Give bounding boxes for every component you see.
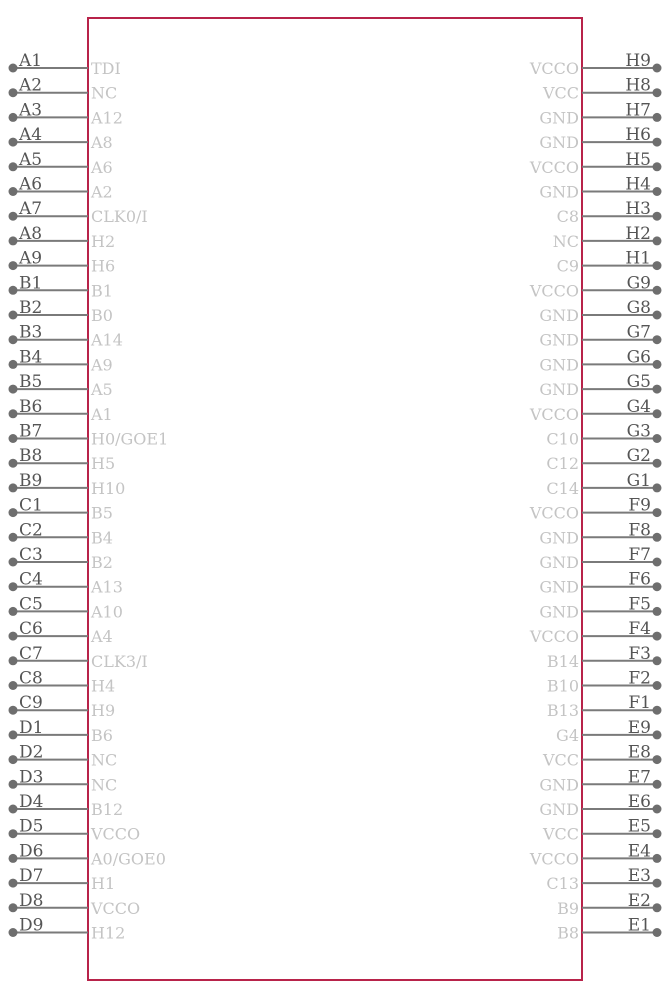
pin-name: A12 bbox=[91, 108, 123, 128]
pin-number: G3 bbox=[626, 421, 651, 442]
pin-name: A0/GOE0 bbox=[91, 849, 166, 869]
pin-dot bbox=[653, 409, 662, 418]
pin-number: E2 bbox=[627, 890, 651, 911]
pin-name: NC bbox=[552, 231, 579, 251]
pin-dot bbox=[9, 459, 18, 468]
pin-number: A4 bbox=[19, 125, 43, 146]
pin-dot bbox=[653, 632, 662, 641]
pin-dot bbox=[9, 656, 18, 665]
pin-dot bbox=[653, 335, 662, 344]
pin-name: TDI bbox=[91, 59, 121, 78]
pin-name: C9 bbox=[556, 256, 579, 276]
pin-dot bbox=[653, 138, 662, 147]
pin-name: NC bbox=[91, 775, 118, 795]
pin-number: B8 bbox=[19, 446, 43, 467]
pin-number: G8 bbox=[626, 298, 651, 318]
pin-dot bbox=[653, 780, 662, 789]
pin-number: F7 bbox=[628, 545, 651, 565]
pin-name: A6 bbox=[91, 157, 113, 177]
pin-name: GND bbox=[539, 553, 579, 572]
pin-name: NC bbox=[91, 750, 118, 770]
pin-dot bbox=[653, 286, 662, 295]
pin-name: H6 bbox=[91, 256, 116, 276]
pin-dot bbox=[9, 483, 18, 492]
pin-number: H1 bbox=[625, 248, 651, 269]
pin-number: H7 bbox=[625, 100, 651, 121]
pin-name: VCCO bbox=[529, 404, 579, 424]
pin-number: D8 bbox=[19, 890, 44, 911]
pin-name: GND bbox=[539, 775, 579, 795]
pin-dot bbox=[653, 755, 662, 764]
pin-name: GND bbox=[539, 330, 579, 350]
pin-name: VCC bbox=[542, 83, 579, 103]
pin-dot bbox=[9, 854, 18, 863]
pin-number: F4 bbox=[628, 619, 651, 640]
pin-name: VCCO bbox=[91, 898, 141, 918]
pin-name: NC bbox=[91, 83, 118, 103]
pin-name: VCCO bbox=[529, 157, 579, 177]
pin-number: D1 bbox=[19, 717, 44, 738]
pin-dot bbox=[653, 928, 662, 937]
pin-number: B9 bbox=[19, 470, 43, 491]
pin-number: C8 bbox=[19, 668, 43, 689]
pin-name: VCCO bbox=[529, 849, 579, 869]
pin-number: C1 bbox=[19, 495, 43, 516]
pin-dot bbox=[9, 681, 18, 690]
pin-dot bbox=[9, 632, 18, 641]
pin-number: G1 bbox=[626, 470, 651, 491]
pin-number: D4 bbox=[19, 792, 44, 812]
pin-number: D5 bbox=[19, 816, 44, 837]
pin-name: GND bbox=[539, 602, 579, 622]
pin-name: CLK3/I bbox=[91, 651, 148, 671]
pin-name: GND bbox=[539, 800, 579, 819]
pin-number: D7 bbox=[19, 866, 44, 887]
pin-dot bbox=[9, 162, 18, 171]
pin-dot bbox=[9, 508, 18, 517]
pin-dot bbox=[9, 903, 18, 912]
pin-number: D6 bbox=[19, 841, 44, 862]
pin-dot bbox=[9, 261, 18, 270]
pin-number: C5 bbox=[19, 594, 43, 615]
pin-name: B12 bbox=[91, 800, 124, 819]
pin-name: C12 bbox=[546, 454, 579, 474]
pin-dot bbox=[653, 113, 662, 122]
pin-dot bbox=[653, 706, 662, 715]
pin-dot bbox=[9, 286, 18, 295]
pin-number: E1 bbox=[627, 915, 651, 936]
pin-dot bbox=[653, 582, 662, 591]
pin-dot bbox=[653, 730, 662, 739]
pin-number: C9 bbox=[19, 693, 43, 714]
pin-dot bbox=[653, 533, 662, 542]
pin-name: B10 bbox=[546, 676, 579, 696]
pin-name: GND bbox=[539, 133, 579, 153]
pin-dot bbox=[9, 706, 18, 715]
pin-dot bbox=[653, 88, 662, 97]
pin-number: C7 bbox=[19, 643, 43, 664]
pin-number: B3 bbox=[19, 322, 43, 343]
pin-name: GND bbox=[539, 380, 579, 400]
pin-name: GND bbox=[539, 528, 579, 548]
pin-name: GND bbox=[539, 577, 579, 597]
pin-dot bbox=[9, 533, 18, 542]
pin-number: A3 bbox=[19, 100, 43, 121]
pin-dot bbox=[653, 311, 662, 320]
pin-name: B13 bbox=[546, 701, 579, 721]
pin-name: H2 bbox=[91, 231, 116, 251]
pin-dot bbox=[9, 138, 18, 147]
pin-name: B0 bbox=[91, 306, 113, 325]
pin-dot bbox=[9, 607, 18, 616]
pin-number: B1 bbox=[19, 273, 43, 294]
pin-number: E7 bbox=[627, 767, 651, 788]
pin-name: A14 bbox=[91, 330, 123, 350]
pin-number: H9 bbox=[625, 51, 651, 71]
pin-number: B4 bbox=[19, 347, 43, 368]
pin-dot bbox=[9, 780, 18, 789]
pin-name: VCCO bbox=[529, 503, 579, 523]
pin-name: GND bbox=[539, 306, 579, 325]
component-body bbox=[88, 18, 582, 980]
pin-number: H2 bbox=[625, 223, 651, 244]
pin-number: H5 bbox=[625, 149, 651, 170]
pin-number: A9 bbox=[19, 248, 43, 269]
pin-number: D2 bbox=[19, 742, 44, 763]
pin-number: G5 bbox=[626, 372, 651, 393]
pin-name: VCCO bbox=[529, 59, 579, 78]
pin-dot bbox=[9, 212, 18, 221]
pin-name: CLK0/I bbox=[91, 207, 148, 227]
pin-dot bbox=[9, 88, 18, 97]
pin-dot bbox=[653, 805, 662, 814]
pin-number: F9 bbox=[628, 495, 651, 516]
pin-number: H8 bbox=[625, 75, 651, 96]
pin-name: GND bbox=[539, 355, 579, 375]
pin-dot bbox=[9, 360, 18, 369]
pin-number: A1 bbox=[19, 51, 43, 71]
pin-name: C10 bbox=[546, 429, 579, 449]
pin-name: B5 bbox=[91, 503, 113, 523]
pin-name: H10 bbox=[91, 478, 126, 498]
pin-number: E3 bbox=[627, 866, 651, 887]
pin-name: H12 bbox=[91, 923, 126, 943]
pin-name: B4 bbox=[91, 528, 113, 548]
pin-dot bbox=[653, 508, 662, 517]
pin-number: E9 bbox=[627, 717, 651, 738]
pin-dot bbox=[653, 236, 662, 245]
pin-dot bbox=[653, 187, 662, 196]
pin-number: E8 bbox=[627, 742, 651, 763]
pin-name: GND bbox=[539, 108, 579, 128]
pin-name: A8 bbox=[91, 133, 113, 153]
pin-dot bbox=[9, 582, 18, 591]
pin-dot bbox=[9, 311, 18, 320]
pin-dot bbox=[9, 434, 18, 443]
pin-number: D3 bbox=[19, 767, 44, 788]
pin-dot bbox=[9, 558, 18, 567]
pin-dot bbox=[653, 681, 662, 690]
pin-dot bbox=[9, 730, 18, 739]
pin-dot bbox=[653, 212, 662, 221]
pin-dot bbox=[653, 385, 662, 394]
pin-number: B6 bbox=[19, 396, 43, 417]
pin-name: VCC bbox=[542, 750, 579, 770]
pin-name: G4 bbox=[556, 725, 579, 745]
pin-name: B14 bbox=[546, 651, 579, 671]
pin-dot bbox=[9, 385, 18, 394]
pin-number: F5 bbox=[628, 594, 651, 615]
pin-dot bbox=[653, 360, 662, 369]
pin-dot bbox=[9, 879, 18, 888]
pin-name: H9 bbox=[91, 701, 116, 721]
pin-dot bbox=[653, 64, 662, 73]
pin-number: H6 bbox=[625, 125, 651, 146]
pin-dot bbox=[653, 162, 662, 171]
pin-number: H4 bbox=[625, 174, 651, 195]
pin-dot bbox=[9, 113, 18, 122]
pin-number: A7 bbox=[19, 199, 43, 220]
pin-number: H3 bbox=[625, 199, 651, 220]
pin-number: E5 bbox=[627, 816, 651, 837]
pin-name: H1 bbox=[91, 874, 116, 894]
pin-dot bbox=[9, 335, 18, 344]
pin-number: G7 bbox=[626, 322, 651, 343]
pin-dot bbox=[653, 434, 662, 443]
pin-name: A1 bbox=[91, 404, 113, 424]
pin-number: C2 bbox=[19, 520, 43, 541]
pin-name: VCCO bbox=[91, 824, 141, 844]
pin-dot bbox=[9, 928, 18, 937]
pin-name: VCC bbox=[542, 824, 579, 844]
pin-number: C6 bbox=[19, 619, 43, 640]
pin-number: F1 bbox=[628, 693, 651, 714]
pin-name: A10 bbox=[91, 602, 123, 622]
pin-dot bbox=[653, 829, 662, 838]
pin-name: VCCO bbox=[529, 281, 579, 301]
pin-name: C13 bbox=[546, 874, 579, 894]
pin-number: G9 bbox=[626, 273, 651, 294]
pin-number: E6 bbox=[627, 792, 651, 812]
pin-number: D9 bbox=[19, 915, 44, 936]
pin-dot bbox=[653, 656, 662, 665]
pin-name: A5 bbox=[91, 380, 113, 400]
pin-name: B2 bbox=[91, 553, 113, 572]
pin-number: B5 bbox=[19, 372, 43, 393]
pin-name: H5 bbox=[91, 454, 116, 474]
right-pin-group bbox=[529, 51, 662, 943]
pin-number: A8 bbox=[19, 223, 43, 244]
pin-number: C3 bbox=[19, 545, 43, 565]
pin-name: A4 bbox=[91, 627, 113, 647]
pin-name: VCCO bbox=[529, 627, 579, 647]
pin-number: F2 bbox=[628, 668, 651, 689]
pin-dot bbox=[9, 236, 18, 245]
pin-dot bbox=[9, 409, 18, 418]
pin-name: C8 bbox=[556, 207, 579, 227]
pin-dot bbox=[9, 64, 18, 73]
pin-dot bbox=[9, 829, 18, 838]
pin-dot bbox=[653, 261, 662, 270]
pin-name: B8 bbox=[557, 923, 579, 943]
pin-name: B6 bbox=[91, 725, 113, 745]
pin-name: A9 bbox=[91, 355, 113, 375]
pin-name: A13 bbox=[91, 577, 123, 597]
pin-number: G2 bbox=[626, 446, 651, 467]
pin-number: F6 bbox=[628, 569, 651, 590]
pin-number: A2 bbox=[19, 75, 43, 96]
pin-name: GND bbox=[539, 182, 579, 202]
pin-number: F3 bbox=[628, 643, 651, 664]
pin-number: G6 bbox=[626, 347, 651, 368]
pin-dot bbox=[653, 854, 662, 863]
pin-number: A6 bbox=[19, 174, 43, 195]
pin-number: C4 bbox=[19, 569, 43, 590]
pin-number: E4 bbox=[627, 841, 651, 862]
pin-dot bbox=[653, 558, 662, 567]
pin-name: A2 bbox=[91, 182, 113, 202]
pin-name: H0/GOE1 bbox=[91, 429, 169, 449]
pin-dot bbox=[9, 805, 18, 814]
pin-dot bbox=[653, 903, 662, 912]
pin-number: F8 bbox=[628, 520, 651, 541]
pin-dot bbox=[653, 459, 662, 468]
pin-number: B2 bbox=[19, 298, 43, 318]
pin-dot bbox=[9, 187, 18, 196]
pin-name: B9 bbox=[557, 898, 579, 918]
pin-number: G4 bbox=[626, 396, 651, 417]
pin-dot bbox=[653, 483, 662, 492]
pin-name: B1 bbox=[91, 281, 113, 301]
pin-dot bbox=[653, 879, 662, 888]
pin-number: A5 bbox=[19, 149, 43, 170]
pin-number: B7 bbox=[19, 421, 43, 442]
pin-dot bbox=[9, 755, 18, 764]
pin-name: H4 bbox=[91, 676, 116, 696]
pin-name: C14 bbox=[546, 478, 579, 498]
pin-dot bbox=[653, 607, 662, 616]
